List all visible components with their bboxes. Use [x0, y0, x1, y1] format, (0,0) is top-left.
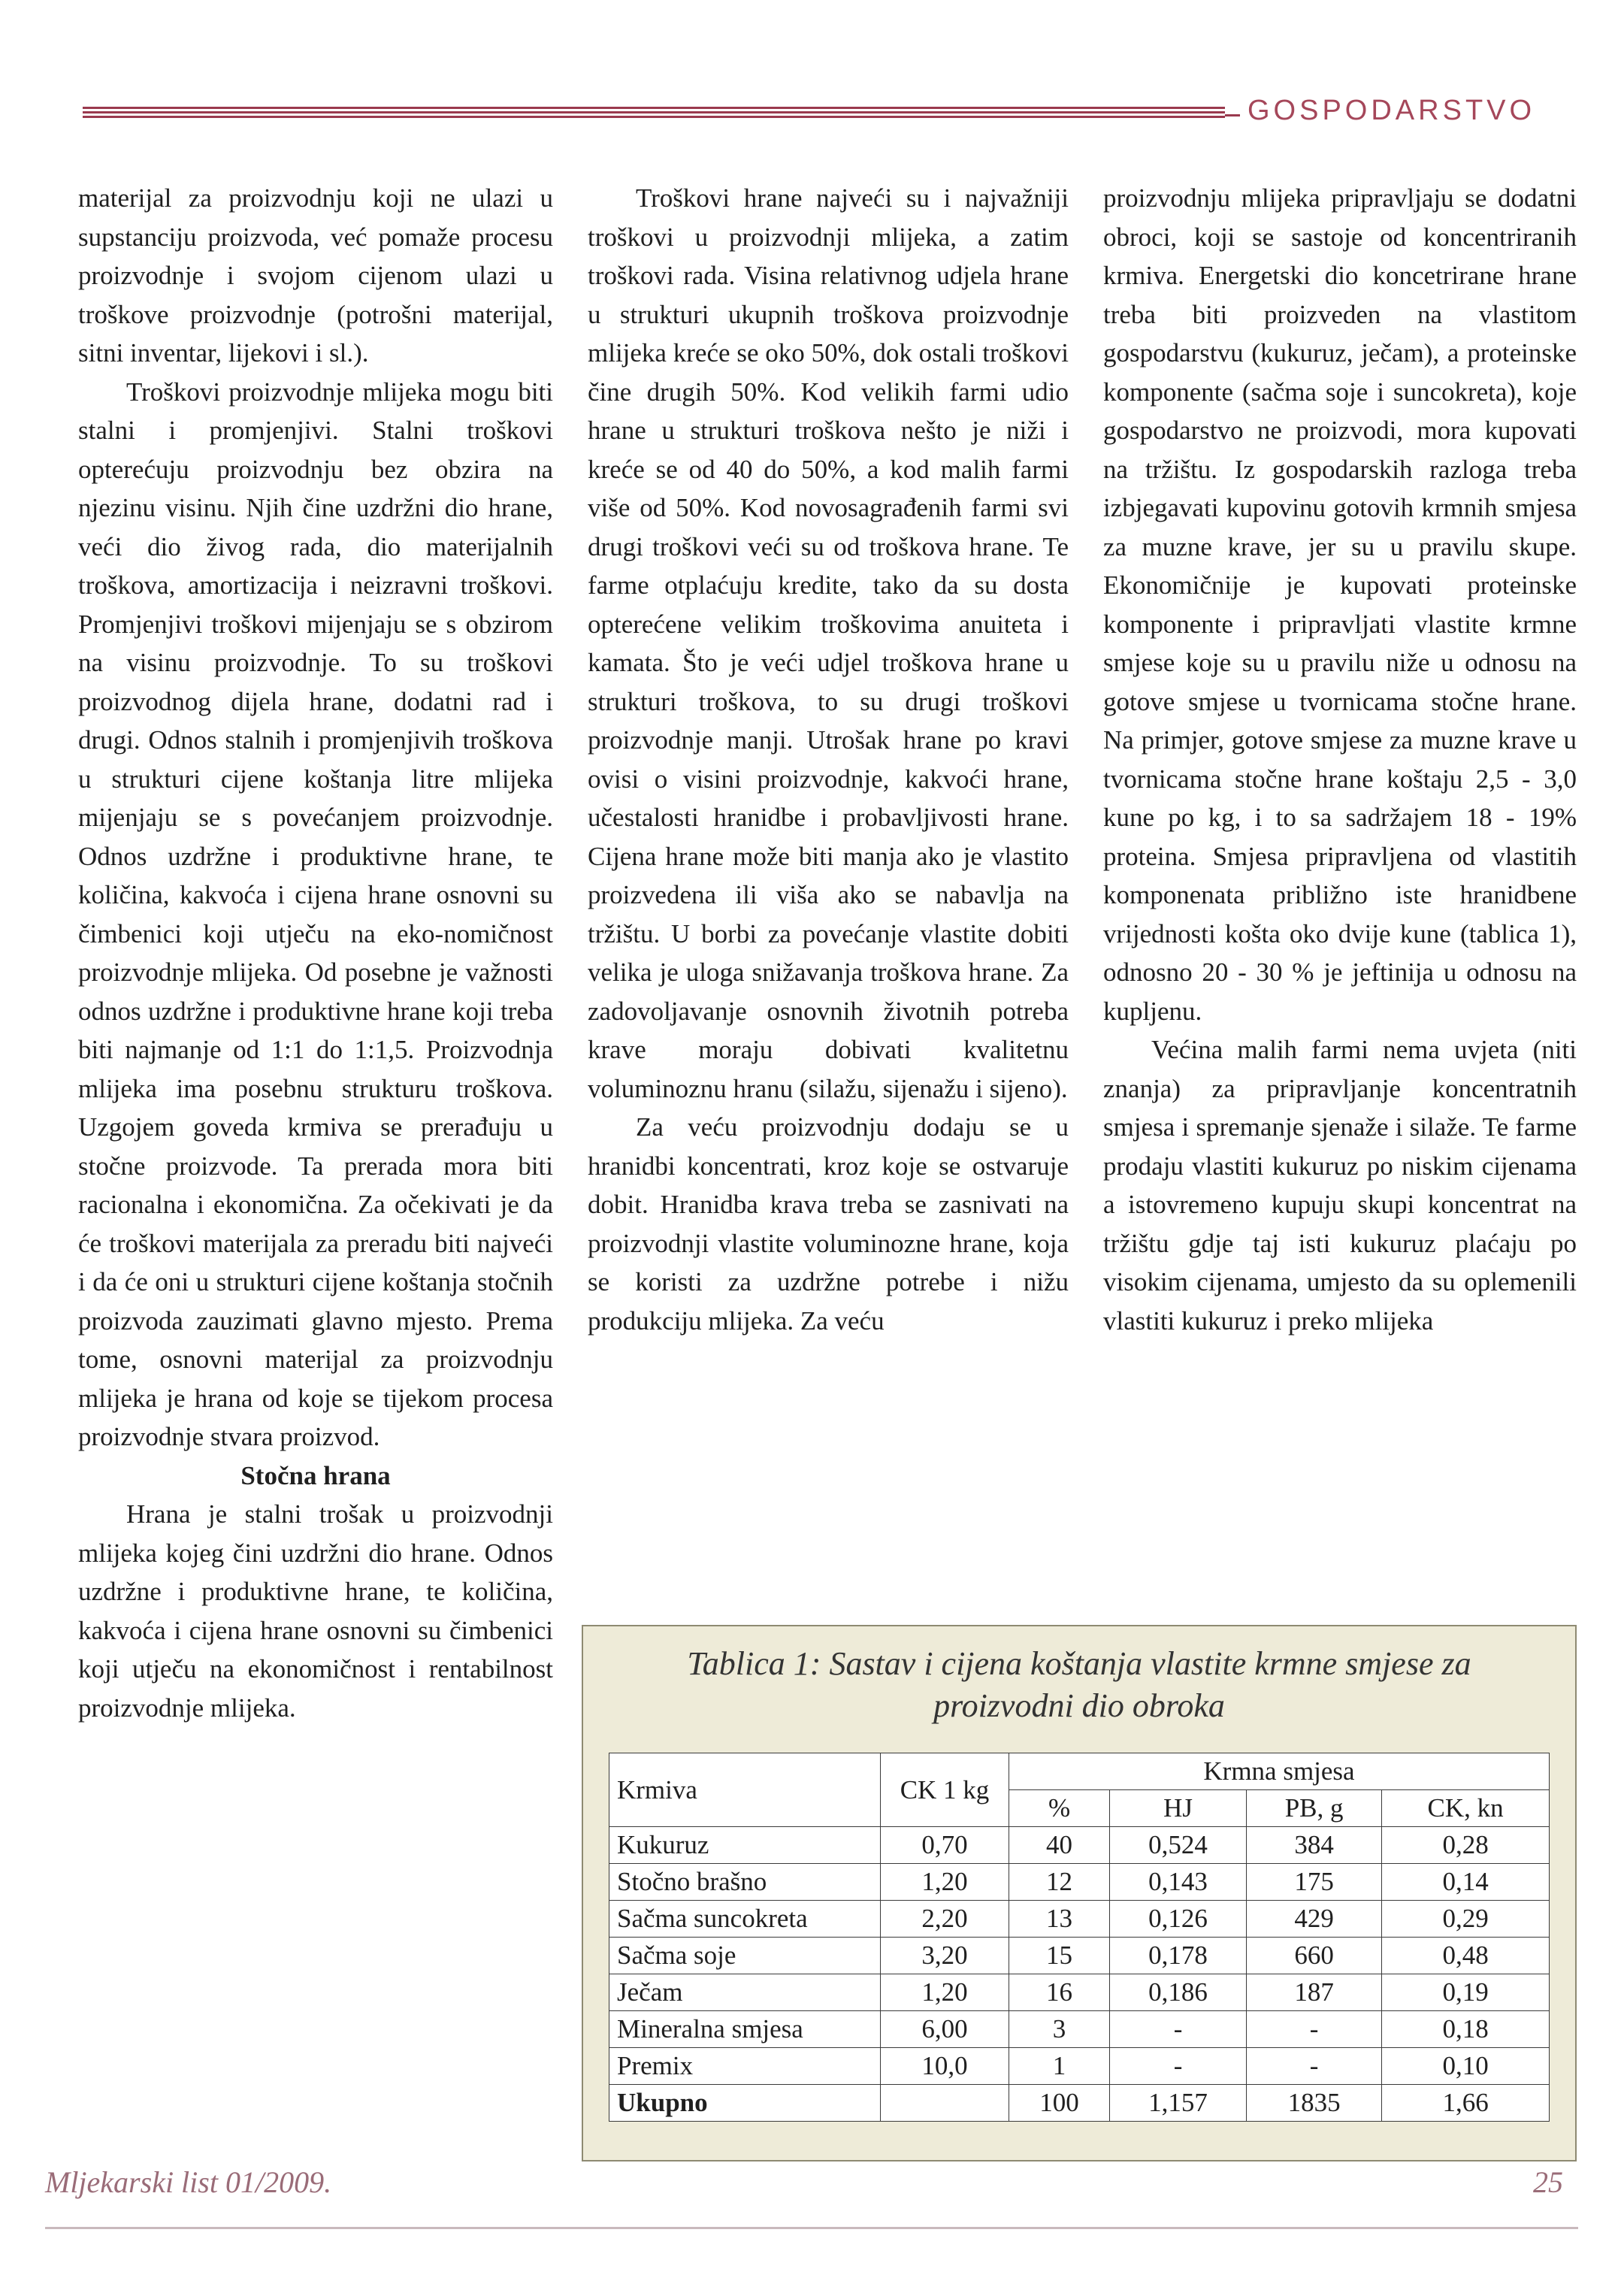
text-column-3 — [1103, 179, 1577, 1340]
footer-rule — [45, 2227, 1578, 2229]
cell-pb: 660 — [1247, 1938, 1382, 1974]
cell-pb: 187 — [1247, 1974, 1382, 2011]
col-header-pb: PB, g — [1247, 1790, 1382, 1827]
cell-pct: 15 — [1009, 1938, 1110, 1974]
cell-pb: 384 — [1247, 1827, 1382, 1864]
table-header-row — [609, 1753, 1550, 1790]
text-column-1 — [78, 179, 553, 1727]
cell-pb: 1835 — [1247, 2085, 1382, 2122]
cell-ck: 0,48 — [1382, 1938, 1550, 1974]
cell-pct: 12 — [1009, 1864, 1110, 1901]
cell-ck: 0,29 — [1382, 1901, 1550, 1938]
cell-pct: 100 — [1009, 2085, 1110, 2122]
cell-ck: 0,14 — [1382, 1864, 1550, 1901]
cell-ck: 0,28 — [1382, 1827, 1550, 1864]
header-rule-end — [1225, 114, 1240, 116]
cell-pct: 40 — [1009, 1827, 1110, 1864]
table-total-row — [609, 2085, 1550, 2122]
paragraph: Za veću proizvodnju dodaju se u hranidbi koncentrati, kroz koje se ostvaruje dobit. Hranidba krava treba se zasnivati na proizvodnji vlastite voluminozne hrane, koja se koristi za uzdržne potrebe i nižu produkciju mlijeka. Za veću — [588, 1112, 1069, 1336]
col-header-pct: % — [1009, 1790, 1110, 1827]
table-caption — [583, 1643, 1575, 1727]
feed-mixture-table — [609, 1753, 1550, 2122]
cell-ck1: 3,20 — [881, 1938, 1009, 1974]
cell-hj: 0,143 — [1110, 1864, 1247, 1901]
table-row — [609, 1864, 1550, 1901]
cell-pb: 175 — [1247, 1864, 1382, 1901]
table-row — [609, 2011, 1550, 2048]
paragraph: proizvodnju mlijeka pripravljaju se dodatni obroci, koji se sastoje od koncentriranih krmiva. Energetski dio koncetrirane hrane treba biti proizveden na vlastitom gospodarstvu (kukuruz, ječam), a proteinske komponente (sačma soje i suncokreta), koje gospodarstvo ne proizvodi, mora kupovati na tržištu. Iz gospodarskih razloga treba izbjegavati kupovinu gotovih krmnih smjesa za muzne krave, jer su u pravilu skupe. Ekonomičnije je kupovati proteinske komponente i pripravljati vlastite krmne smjese koje su u pravilu niže u odnosu na gotove smjese u tvornicama stočne hrane. Na primjer, gotove smjese za muzne krave u tvornicama stočne hrane koštaju 2,5 - 3,0 kune po kg, i to sa sadržajem 18 - 19% proteina. Smjesa pripravljena od vlastitih komponenata približno iste hranidbene vrijednosti košta oko dvije kune (tablica 1), odnosno 20 - 30 % je jeftinija u odnosu na kupljenu. — [1103, 183, 1577, 1026]
cell-pb: - — [1247, 2011, 1382, 2048]
cell-name: Ukupno — [609, 2085, 881, 2122]
cell-hj: 0,178 — [1110, 1938, 1247, 1974]
cell-ck1: 1,20 — [881, 1974, 1009, 2011]
cell-name: Sačma soje — [609, 1938, 881, 1974]
cell-ck1: 6,00 — [881, 2011, 1009, 2048]
table-row — [609, 1974, 1550, 2011]
paragraph: Većina malih farmi nema uvjeta (niti znanja) za pripravljanje koncentratnih smjesa i spremanje sjenaže i silaže. Te farme prodaju vlastiti kukuruz po niskim cijenama a istovremeno kupuju skupi koncentrat na tržištu gdje taj isti kukuruz plaćaju po visokim cijenama, umjesto da su oplemenili vlastiti kukuruz i preko mlijeka — [1103, 1035, 1577, 1336]
col-header-krmiva: Krmiva — [609, 1753, 881, 1827]
cell-hj: 1,157 — [1110, 2085, 1247, 2122]
journal-name: Mljekarski list 01/2009. — [45, 2165, 332, 2199]
cell-name: Stočno brašno — [609, 1864, 881, 1901]
text-column-2 — [588, 179, 1069, 1340]
cell-hj: - — [1110, 2011, 1247, 2048]
table-panel — [582, 1625, 1577, 2161]
cell-hj: 0,126 — [1110, 1901, 1247, 1938]
col-header-ck1kg: CK 1 kg — [881, 1753, 1009, 1827]
cell-name: Sačma suncokreta — [609, 1901, 881, 1938]
cell-name: Kukuruz — [609, 1827, 881, 1864]
cell-pct: 13 — [1009, 1901, 1110, 1938]
caption-line: Tablica 1: Sastav i cijena koštanja vlastite krmne smjese za — [687, 1645, 1471, 1682]
cell-ck: 1,66 — [1382, 2085, 1550, 2122]
col-header-group: Krmna smjesa — [1009, 1753, 1550, 1790]
cell-name: Mineralna smjesa — [609, 2011, 881, 2048]
cell-ck1: 2,20 — [881, 1901, 1009, 1938]
cell-ck1: 10,0 — [881, 2048, 1009, 2085]
cell-pct: 3 — [1009, 2011, 1110, 2048]
paragraph: Troškovi proizvodnje mlijeka mogu biti stalni i promjenjivi. Stalni troškovi opterećuju proizvodnju bez obzira na njezinu visinu. Njih čine uzdržni dio hrane, veći dio živog rada, dio materijalnih troškova, amortizacija i neizravni troškovi. Promjenjivi troškovi mijenjaju se s obzirom na visinu proizvodnje. To su troškovi proizvodnog dijela hrane, dodatni rad i drugi. Odnos stalnih i promjenjivih troškova u strukturi cijene koštanja litre mlijeka mijenjaju se s povećanjem proizvodnje. Odnos uzdržne i produktivne hrane, te količina, kakvoća i cijena hrane osnovni su čimbenici koji utječu na eko-nomičnost proizvodnje mlijeka. Od posebne je važnosti odnos uzdržne i produktivne hrane koji treba biti najmanje od 1:1 do 1:1,5. Proizvodnja mlijeka ima posebnu strukturu troškova. Uzgojem goveda krmiva se prerađuju u stočne proizvode. Ta prerada mora biti racionalna i ekonomična. Za očekivati je da će troškovi materijala za preradu biti najveći i da će oni u strukturi cijene koštanja stočnih proizvoda zauzimati glavno mjesto. Prema tome, osnovni materijal za proizvodnju mlijeka je hrana od koje se tijekom procesa proizvodnje stvara proizvod. — [78, 377, 553, 1451]
cell-hj: - — [1110, 2048, 1247, 2085]
paragraph: Hrana je stalni trošak u proizvodnji mlijeka kojeg čini uzdržni dio hrane. Odnos uzdržne i produktivne hrane, te količina, kakvoća i cijena hrane osnovni su čimbenici koji utječu na ekonomičnost i rentabilnost proizvodnje mlijeka. — [78, 1499, 553, 1723]
paragraph: materijal za proizvodnju koji ne ulazi u supstanciju proizvoda, već pomaže procesu proizvodnje i svojom cijenom ulazi u troškove proizvodnje (potrošni materijal, sitni inventar, lijekovi i sl.). — [78, 183, 553, 368]
header-rule — [83, 107, 1225, 120]
cell-ck: 0,10 — [1382, 2048, 1550, 2085]
cell-name: Ječam — [609, 1974, 881, 2011]
col-header-ck: CK, kn — [1382, 1790, 1550, 1827]
table-row — [609, 2048, 1550, 2085]
paragraph: Troškovi hrane najveći su i najvažniji troškovi u proizvodnji mlijeka, a zatim troškovi rada. Visina relativnog udjela hrane u strukturi ukupnih troškova proizvodnje mlijeka kreće se oko 50%, dok ostali troškovi čine drugih 50%. Kod velikih farmi udio hrane u strukturi troškova nešto je niži i kreće se od 40 do 50%, a kod malih farmi više od 50%. Kod novosagrađenih farmi svi drugi troškovi veći su od troškova hrane. Te farme otplaćuju kredite, tako da su dosta opterećene velikim troškovima anuiteta i kamata. Što je veći udjel troškova hrane u strukturi troškova, to su drugi troškovi proizvodnje manji. Utrošak hrane po kravi ovisi o visini proizvodnje, kakvoći hrane, učestalosti hranidbe i probavljivosti hrane. Cijena hrane može biti manja ako je vlastito proizvedena ili viša ako se nabavlja na tržištu. U borbi za povećanje vlastite dobiti velika je uloga snižavanja troškova hrane. Za zadovoljavanje osnovnih životnih potreba krave moraju dobivati kvalitetnu voluminoznu hranu (silažu, sijenažu i sijeno). — [588, 183, 1069, 1103]
section-heading: Stočna hrana — [240, 1460, 391, 1490]
table-row — [609, 1901, 1550, 1938]
cell-ck1 — [881, 2085, 1009, 2122]
col-header-hj: HJ — [1110, 1790, 1247, 1827]
cell-pb: - — [1247, 2048, 1382, 2085]
cell-pb: 429 — [1247, 1901, 1382, 1938]
cell-hj: 0,524 — [1110, 1827, 1247, 1864]
page-number: 25 — [1533, 2165, 1563, 2199]
cell-hj: 0,186 — [1110, 1974, 1247, 2011]
cell-ck1: 1,20 — [881, 1864, 1009, 1901]
table-row — [609, 1938, 1550, 1974]
cell-ck: 0,18 — [1382, 2011, 1550, 2048]
caption-line: proizvodni dio obroka — [933, 1687, 1225, 1724]
cell-pct: 16 — [1009, 1974, 1110, 2011]
cell-pct: 1 — [1009, 2048, 1110, 2085]
cell-name: Premix — [609, 2048, 881, 2085]
section-title: GOSPODARSTVO — [1247, 95, 1536, 126]
table-row — [609, 1827, 1550, 1864]
cell-ck1: 0,70 — [881, 1827, 1009, 1864]
cell-ck: 0,19 — [1382, 1974, 1550, 2011]
